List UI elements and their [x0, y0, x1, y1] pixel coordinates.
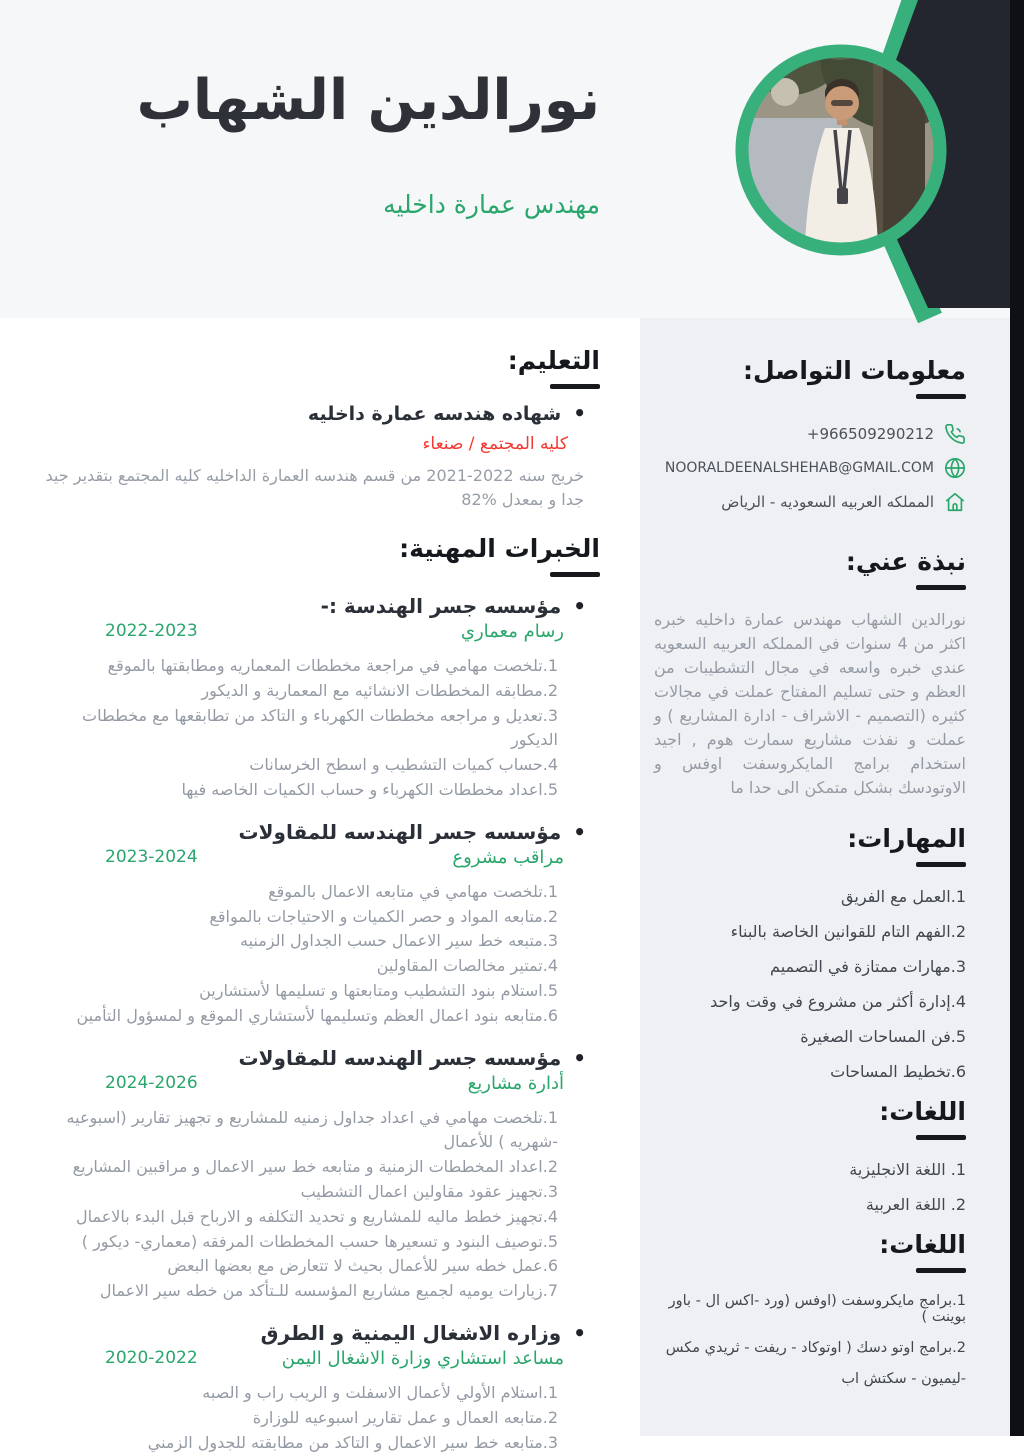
experience-heading: الخبرات المهنية:: [399, 534, 600, 563]
experience-entry: [30, 820, 600, 1029]
program-item: -ليميون - سكتش اب: [841, 1371, 966, 1387]
programs-section: [654, 1230, 966, 1387]
about-heading: نبذة عني:: [845, 547, 966, 576]
home-icon: [944, 491, 966, 513]
education-entry: [30, 403, 600, 512]
contact-list: [654, 423, 966, 513]
role-title: رسام معماري: [460, 621, 564, 642]
programs-list: [654, 1293, 966, 1387]
languages-section: [654, 1097, 966, 1214]
email-address: NOORALDEENALSHEHAB@GMAIL.COM: [664, 460, 934, 476]
right-edge-strip: [1010, 0, 1024, 1436]
sidebar: [640, 0, 1010, 1436]
heading-underline: [916, 585, 966, 590]
phone-number: +966509290212: [806, 425, 934, 443]
company-name: مؤسسه جسر الهندسه للمقاولات: [238, 819, 562, 844]
duty-list: [30, 654, 558, 803]
skill-item: 2.الفهم التام للقوانين الخاصة بالبناء: [730, 922, 966, 941]
duty-list: [30, 1106, 558, 1304]
heading-underline: [916, 1135, 966, 1140]
duty-item: 5.اعداد مخططات الكهرباء و حساب الكميات الخاصه فيها: [181, 779, 558, 799]
bullet-icon: •: [573, 594, 586, 618]
duty-item: 2.مطابقه المخططات الانشائيه مع المعمارية و الديكور: [201, 680, 558, 700]
location-text: المملكه العربيه السعوديه - الرياض: [721, 493, 934, 511]
duty-item: 6.متابعه بنود اعمال العظم وتسليمها لأستشاري الموقع و لمسؤول التأمين: [76, 1005, 558, 1025]
job-title: مهندس عمارة داخليه: [383, 189, 600, 219]
experience-entry: [30, 1046, 600, 1304]
company-name: مؤسسه جسر الهندسة :-: [320, 594, 562, 618]
about-section: [654, 547, 966, 800]
person-name: نورالدين الشهاب: [136, 68, 600, 133]
contact-location-row: [654, 491, 966, 513]
period: 2022-2023: [105, 621, 198, 641]
contact-phone-row: [654, 423, 966, 445]
program-item: 1.برامج مايكروسفت (اوفس (ورد -اكس ال - باور بوينت ): [668, 1293, 966, 1325]
heading-underline: [916, 862, 966, 867]
skill-item: 6.تخطيط المساحات: [830, 1062, 966, 1081]
programs-heading: اللغات:: [879, 1230, 966, 1259]
bullet-icon: •: [573, 819, 586, 844]
heading-underline: [916, 394, 966, 399]
main-column: [0, 318, 640, 1455]
language-item: 1. اللغة الانجليزية: [849, 1160, 966, 1179]
heading-underline: [550, 572, 600, 577]
bullet-icon: •: [573, 401, 586, 425]
skill-item: 4.إدارة أكثر من مشروع في وقت واحد: [710, 992, 966, 1011]
duty-item: 1.تلخصت مهامي في مراجعة مخططات المعماريه ومطابقتها بالموقع: [107, 656, 558, 675]
duty-item: 3.متابعه خط سير الاعمال و التاكد من مطابقته للجدول الزمني: [147, 1432, 558, 1452]
languages-heading: اللغات:: [879, 1097, 966, 1126]
skills-list: [654, 887, 966, 1081]
duty-item: 3.تعديل و مراجعه مخططات الكهرباء و التاكد من تطابقعها مع مخططات الديكور: [82, 705, 558, 750]
about-text: نورالدين الشهاب مهندس عمارة داخليه خبره اكثر من 4 سنوات في المملكه العربيه السعويه عندي خبره واسعه في مجال التشطيبات من العظم و حتى تسليم المفتاح عملت في مجالات كثيره (التصميم - الاشراف - ادارة المشاريع ) و عملت و نفذت مشاريع سمارت هوم , اجيد استخدام برامج المايكروسفت اوفس و الاوتودسك بشكل متمكن الى حدا ما: [654, 610, 967, 797]
role-title: مساعد استشاري وزارة الاشغال اليمن: [281, 1347, 564, 1369]
duty-item: 3.متبعه خط سير الاعمال حسب الجداول الزمنيه: [240, 931, 558, 951]
skills-section: [654, 824, 966, 1081]
duty-item: 2.متابعه العمال و عمل تقارير اسبوعيه للوزارة: [252, 1407, 558, 1427]
period: 2023-2024: [105, 846, 198, 867]
header: [137, 70, 600, 219]
experience-entry: [30, 594, 600, 803]
duty-item: 1.استلام الأولي لأعمال الاسفلت و الريب راب و الصبه: [202, 1382, 558, 1402]
duty-item: 1.تلخصت مهامي في اعداد جداول زمنيه للمشاريع و تجهيز تقارير (اسبوعيه -شهريه ) للأعمال: [66, 1107, 558, 1152]
duty-item: 2.اعداد المخططات الزمنية و متابعه خط سير الاعمال و مراقبين المشاريع: [72, 1157, 558, 1177]
experience-entry: [30, 1321, 600, 1455]
heading-underline: [916, 1268, 966, 1273]
phone-icon: [944, 423, 966, 445]
role-title: مراقب مشروع: [452, 846, 564, 868]
duty-item: 5.توصيف البنود و تسعيرها حسب المخططات المرفقه (معماري- ديكور ): [81, 1231, 558, 1251]
duty-list: [30, 1381, 558, 1455]
duty-item: 2.متابعه المواد و حصر الكميات و الاحتياجات بالمواقع: [209, 906, 558, 926]
duty-item: 3.تجهيز عقود مقاولين اعمال التشطيب: [300, 1181, 558, 1201]
school-name: كليه المجتمع / صنعاء: [422, 434, 568, 454]
contact-heading: معلومات التواصل:: [742, 356, 966, 385]
heading-underline: [550, 384, 600, 389]
bullet-icon: •: [573, 1045, 586, 1070]
degree-title: شهاده هندسه عمارة داخليه: [307, 403, 562, 425]
skills-heading: المهارات:: [847, 824, 966, 853]
duty-item: 6.عمل خطه سير للأعمال بحيث لا تتعارض مع بعضها البعض: [167, 1256, 558, 1276]
period: 2020-2022: [105, 1347, 198, 1368]
duty-item: 4.تمتير مخالصات المقاولين: [376, 956, 558, 976]
skill-item: 3.مهارات ممتازة في التصميم: [770, 957, 966, 976]
duty-item: 4.تجهيز خطط ماليه للمشاريع و تحديد التكلفه و الارباح قبل البدء بالاعمال: [75, 1206, 558, 1226]
bullet-icon: •: [573, 1320, 586, 1345]
program-item: 2.برامج اوتو دسك ( اوتوكاد - ريفت - ثريدي مكس: [665, 1340, 966, 1356]
duty-list: [30, 880, 558, 1029]
education-heading: التعليم:: [507, 346, 600, 375]
duty-item: 4.حساب كميات التشطيب و اسطح الخرسانات: [249, 755, 558, 775]
duty-item: 1.تلخصت مهامي في متابعه الاعمال بالموقع: [268, 881, 558, 901]
education-details: خريج سنه 2022-2021 من قسم هندسه العمارة الداخليه كليه المجتمع بتقدير جيد جدا و بمعدل %82: [45, 466, 584, 509]
contact-email-row: [654, 457, 966, 479]
duty-item: 5.استلام بنود التشطيب ومتابعتها و تسليمها لأستشارين: [199, 980, 558, 1000]
period: 2024-2026: [105, 1072, 198, 1093]
role-title: أدارة مشاريع: [467, 1072, 564, 1094]
duty-item: 7.زيارات يوميه لجميع مشاريع المؤسسه للـتأكد من خطه سير الاعمال: [99, 1281, 558, 1301]
language-item: 2. اللغة العربية: [865, 1195, 966, 1214]
globe-icon: [944, 457, 966, 479]
company-name: مؤسسه جسر الهندسه للمقاولات: [238, 1045, 562, 1070]
skill-item: 5.فن المساحات الصغيرة: [800, 1027, 966, 1046]
company-name: وزاره الاشغال اليمنية و الطرق: [260, 1320, 562, 1345]
languages-list: [654, 1160, 966, 1214]
skill-item: 1.العمل مع الفريق: [841, 887, 966, 906]
